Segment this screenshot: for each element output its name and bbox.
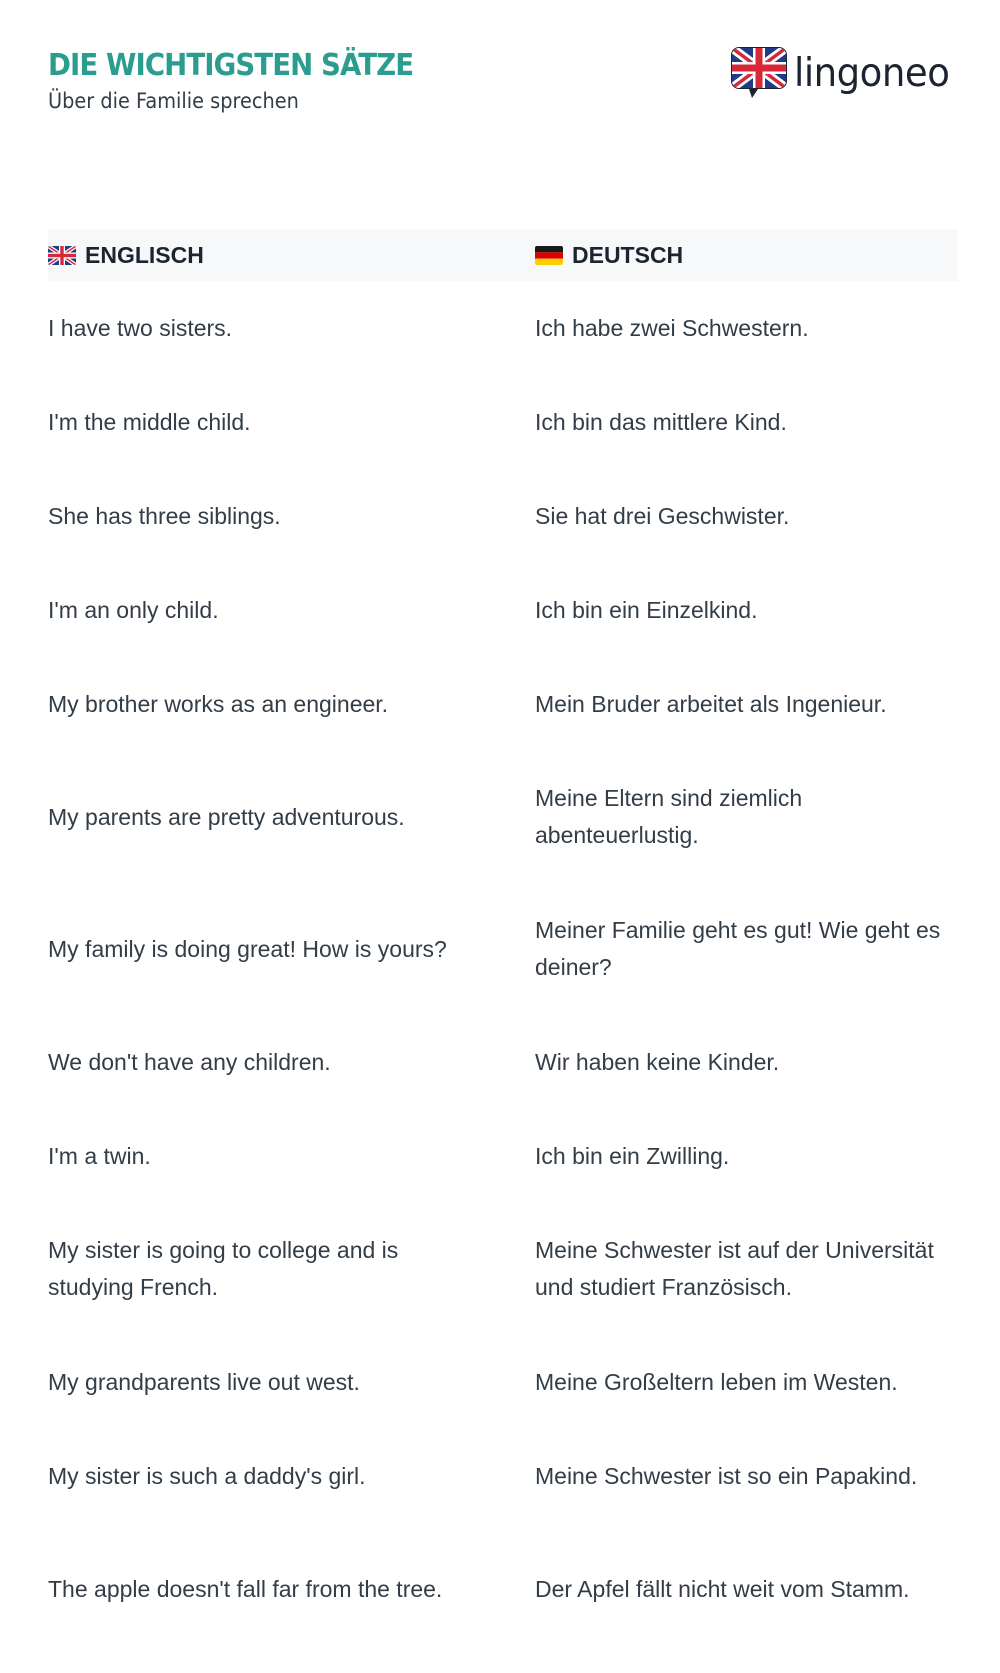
lingoneo-logo[interactable]: [730, 46, 958, 102]
page-title: DIE WICHTIGSTEN SÄTZE: [48, 48, 414, 83]
table-row: [48, 657, 958, 751]
logo-text: lingoneo: [794, 51, 950, 96]
phrase-english: My grandparents live out west.: [48, 1368, 360, 1395]
column-label-german: DEUTSCH: [572, 241, 684, 268]
table-row: [48, 1523, 958, 1655]
phrase-german: Meine Schwester ist so ein Papakind.: [535, 1462, 918, 1489]
phrase-german: Meiner Familie geht es gut! Wie geht es deiner?: [535, 917, 941, 980]
phrase-english: My sister is such a daddy's girl.: [48, 1462, 366, 1489]
phrase-english: My parents are pretty adventurous.: [48, 803, 405, 830]
phrase-english: My brother works as an engineer.: [48, 690, 389, 717]
phrase-english: I'm an only child.: [48, 596, 219, 623]
table-row: [48, 1015, 958, 1109]
column-label-english: ENGLISCH: [85, 241, 204, 268]
table-row: [48, 375, 958, 469]
phrase-german: Meine Schwester ist auf der Universität und studiert Französisch.: [535, 1237, 934, 1300]
phrase-german: Meine Eltern sind ziemlich abenteuerlustig.: [535, 785, 803, 848]
phrase-english: The apple doesn't fall far from the tree.: [48, 1575, 443, 1602]
column-header-bar: [48, 229, 958, 281]
table-row: [48, 469, 958, 563]
table-row: [48, 883, 958, 1015]
phrase-english: My family is doing great! How is yours?: [48, 935, 447, 962]
phrase-german: Ich bin das mittlere Kind.: [535, 408, 787, 435]
phrase-german: Mein Bruder arbeitet als Ingenieur.: [535, 690, 887, 717]
phrase-table: [48, 281, 958, 1655]
germany-flag-icon: [535, 246, 563, 265]
phrase-german: Ich habe zwei Schwestern.: [535, 314, 809, 341]
uk-flag-speech-bubble-icon: [730, 46, 788, 102]
table-row: [48, 1203, 958, 1335]
page-subtitle: Über die Familie sprechen: [48, 89, 299, 113]
phrase-german: Ich bin ein Einzelkind.: [535, 596, 758, 623]
phrase-german: Sie hat drei Geschwister.: [535, 502, 790, 529]
phrase-english: She has three siblings.: [48, 502, 281, 529]
phrase-english: We don't have any children.: [48, 1048, 331, 1075]
phrase-german: Wir haben keine Kinder.: [535, 1048, 780, 1075]
phrase-english: My sister is going to college and is studying French.: [48, 1237, 399, 1300]
table-row: [48, 1335, 958, 1429]
phrase-english: I'm the middle child.: [48, 408, 251, 435]
table-row: [48, 281, 958, 375]
phrase-english: I'm a twin.: [48, 1142, 151, 1169]
uk-flag-icon: [48, 246, 76, 265]
phrase-german: Ich bin ein Zwilling.: [535, 1142, 730, 1169]
table-row: [48, 751, 958, 883]
table-row: [48, 563, 958, 657]
phrase-german: Meine Großeltern leben im Westen.: [535, 1368, 898, 1395]
table-row: [48, 1109, 958, 1203]
phrase-german: Der Apfel fällt nicht weit vom Stamm.: [535, 1575, 910, 1602]
table-row: [48, 1429, 958, 1523]
phrase-english: I have two sisters.: [48, 314, 233, 341]
column-header-german: [535, 229, 683, 281]
page-header: [48, 46, 958, 126]
column-header-english: [48, 229, 204, 281]
